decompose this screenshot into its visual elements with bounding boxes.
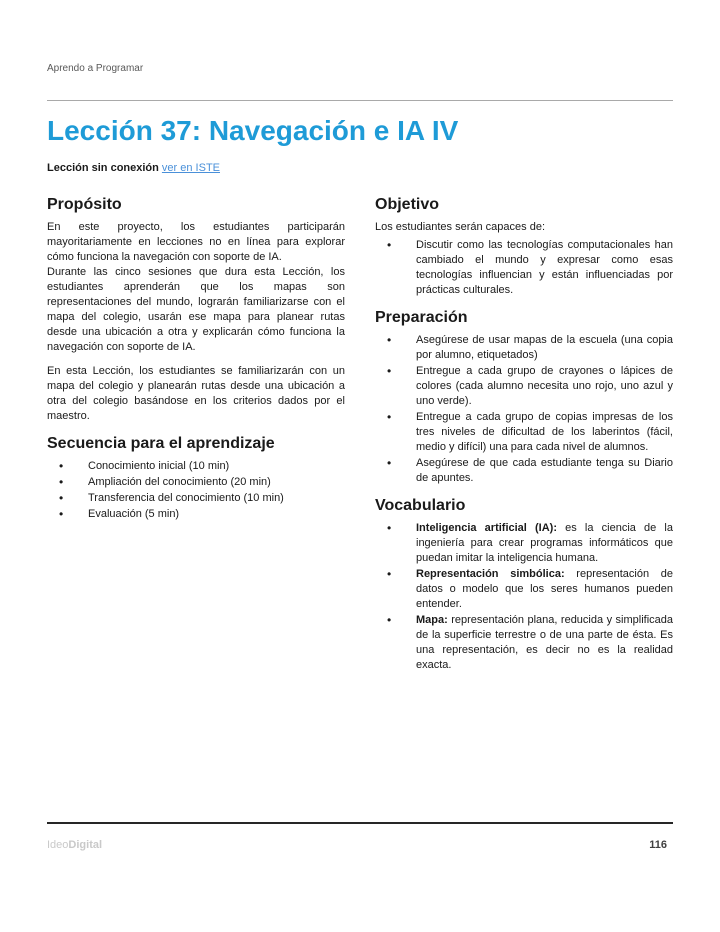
vocab-item (375, 567, 673, 612)
vocab-item (375, 521, 673, 566)
footer-divider (47, 822, 673, 824)
iste-link[interactable]: ver en ISTE (161, 162, 220, 174)
vocab-term: Inteligencia artificial (IA): (416, 522, 557, 534)
offline-lesson-label: Lección sin conexión (47, 162, 159, 174)
vocabulario-list (375, 521, 673, 673)
list-item: • Discutir como las tecnologías computacionales han cambiado el mundo y expresar como esas tecnologías influencian y están influenciadas por prácticas culturales. (375, 238, 673, 298)
vocab-item (375, 613, 673, 673)
objetivo-heading: Objetivo (375, 196, 440, 213)
proposito-paragraph: Durante las cinco sesiones que dura esta Lección, los estudiantes aprenderán que los mapas son representaciones del mundo, lograrán familiarizarse con el mapa del colegio, usarán ese mapa para planear rutas desde una ubicación a otra y explicarán cómo funciona la navegación con soporte de IA. (47, 266, 345, 353)
list-item: • Asegúrese de que cada estudiante tenga su Diario de apuntes. (375, 456, 673, 486)
preparacion-list (375, 333, 673, 486)
list-item: • Conocimiento inicial (10 min) (47, 459, 345, 474)
vocab-definition: es la ciencia de la ingeniería para crear programas informáticos que puedan imitar la inteligencia humana. (416, 522, 673, 564)
vocab-term: Representación simbólica: (416, 568, 565, 580)
header-divider (47, 100, 673, 101)
two-column-layout (47, 195, 673, 674)
list-item: • Transferencia del conocimiento (10 min) (47, 491, 345, 506)
preparacion-heading: Preparación (375, 309, 468, 326)
vocab-definition: representación de datos o modelo que los seres humanos pueden entender. (416, 568, 673, 610)
footer-brand-light: Ideo (47, 839, 69, 851)
list-item: • Ampliación del conocimiento (20 min) (47, 475, 345, 490)
list-item: • Asegúrese de usar mapas de la escuela (una copia por alumno, etiquetados) (375, 333, 673, 363)
secuencia-heading: Secuencia para el aprendizaje (47, 435, 275, 452)
left-column (47, 195, 345, 674)
proposito-paragraph: En esta Lección, los estudiantes se familiarizarán con un mapa del colegio y planearán rutas desde una ubicación a otra del colegio basándose en los criterios dados por el maestro. (47, 365, 345, 422)
page-title: Lección 37: Navegación e IA IV (47, 115, 459, 146)
objetivo-intro: Los estudiantes serán capaces de: (375, 221, 546, 233)
page-number: 116 (649, 839, 667, 851)
list-item: • Entregue a cada grupo de crayones o lápices de colores (cada alumno necesita uno rojo, uno azul y uno verde). (375, 364, 673, 409)
proposito-heading: Propósito (47, 196, 122, 213)
right-column (375, 195, 673, 674)
vocab-term: Mapa: (416, 614, 448, 626)
running-header-label: Aprendo a Programar (47, 63, 144, 74)
lesson-subtitle (47, 161, 673, 176)
secuencia-list (47, 459, 345, 522)
proposito-paragraph: En este proyecto, los estudiantes participarán mayoritariamente en lecciones no en línea para explorar cómo funciona la navegación con soporte de IA. (47, 221, 345, 263)
footer-brand-bold: Digital (68, 839, 103, 851)
vocabulario-heading: Vocabulario (375, 497, 466, 514)
objetivo-list (375, 238, 673, 298)
vocab-definition: representación plana, reducida y simplificada de la superficie terrestre o de una parte de ésta. Es una representación, es decir no es la realidad exacta. (416, 614, 673, 671)
list-item: • Entregue a cada grupo de copias impresas de los tres niveles de dificultad de los laberintos (fácil, medio y difícil) una para cada nivel de alumnos. (375, 410, 673, 455)
document-body (47, 114, 673, 674)
footer-brand (47, 839, 102, 851)
list-item: • Evaluación (5 min) (47, 507, 345, 522)
